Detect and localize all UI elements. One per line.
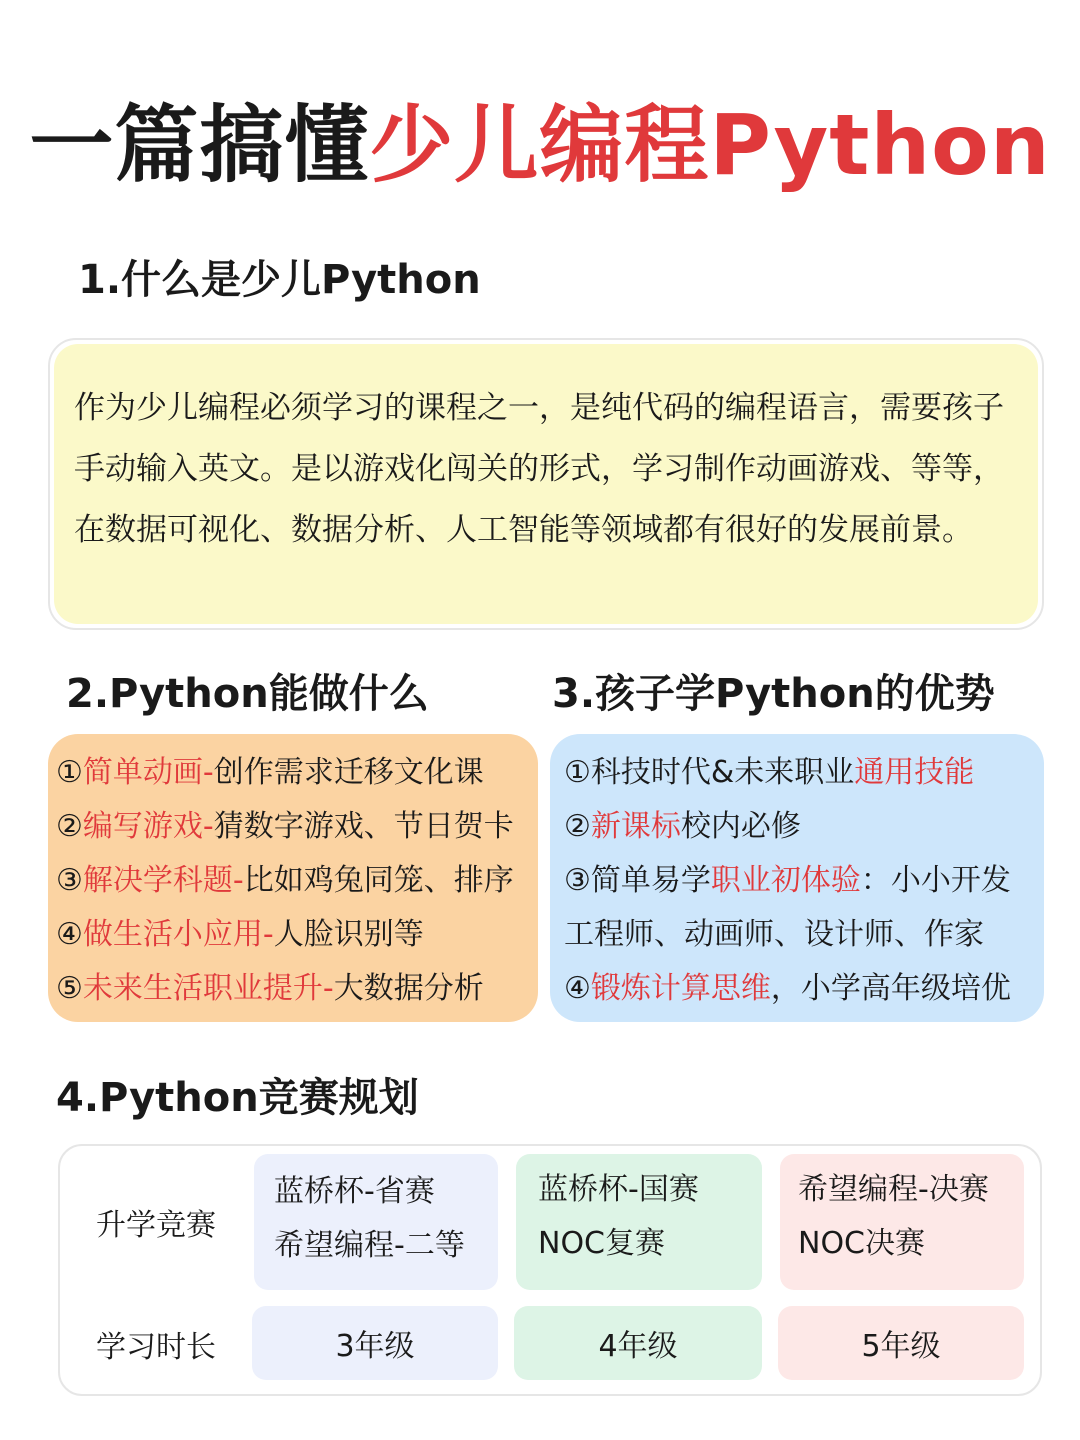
title-red: 少儿编程Python — [369, 96, 1051, 194]
section3-heading: 3.孩子学Python的优势 — [552, 671, 995, 717]
list-item: ④锻炼计算思维，小学高年级培优 — [564, 971, 1011, 1006]
competition-cell: 希望编程-决赛 NOC决赛 — [780, 1154, 1024, 1290]
row-label-duration: 学习时长 — [96, 1330, 216, 1365]
list-item: ②新课标校内必修 — [564, 809, 801, 844]
section4-heading: 4.Python竞赛规划 — [56, 1075, 419, 1121]
page-title — [0, 78, 1080, 199]
list-item: ①简单动画-创作需求迁移文化课 — [56, 755, 484, 790]
grade-cell: 5年级 — [778, 1306, 1024, 1380]
section1-heading: 1.什么是少儿Python — [78, 257, 481, 303]
list-item: 工程师、动画师、设计师、作家 — [564, 917, 984, 952]
list-item: ②编写游戏-猜数字游戏、节日贺卡 — [56, 809, 514, 844]
list-item: ③解决学科题-比如鸡兔同笼、排序 — [56, 863, 514, 898]
grade-cell: 3年级 — [252, 1306, 498, 1380]
list-item: ⑤未来生活职业提升-大数据分析 — [56, 971, 484, 1006]
section3-list — [550, 734, 1044, 1022]
section2-list — [48, 734, 538, 1022]
row-label-competition: 升学竞赛 — [96, 1208, 216, 1243]
section2-heading: 2.Python能做什么 — [66, 671, 429, 717]
competition-cell: 蓝桥杯-省赛 希望编程-二等 — [254, 1154, 498, 1290]
competition-cell: 蓝桥杯-国赛 NOC复赛 — [516, 1154, 762, 1290]
section1-box — [48, 338, 1044, 630]
list-item: ④做生活小应用-人脸识别等 — [56, 917, 424, 952]
grade-cell: 4年级 — [514, 1306, 762, 1380]
list-item: ①科技时代&未来职业通用技能 — [564, 755, 975, 790]
list-item: ③简单易学职业初体验：小小开发 — [564, 863, 1011, 898]
title-black: 一篇搞懂 — [29, 96, 370, 194]
section1-text: 作为少儿编程必须学习的课程之一，是纯代码的编程语言，需要孩子手动输入英文。是以游戏化闯关的形式，学习制作动画游戏、等等，在数据可视化、数据分析、人工智能等领域都有很好的发展前景。 — [54, 344, 1038, 624]
